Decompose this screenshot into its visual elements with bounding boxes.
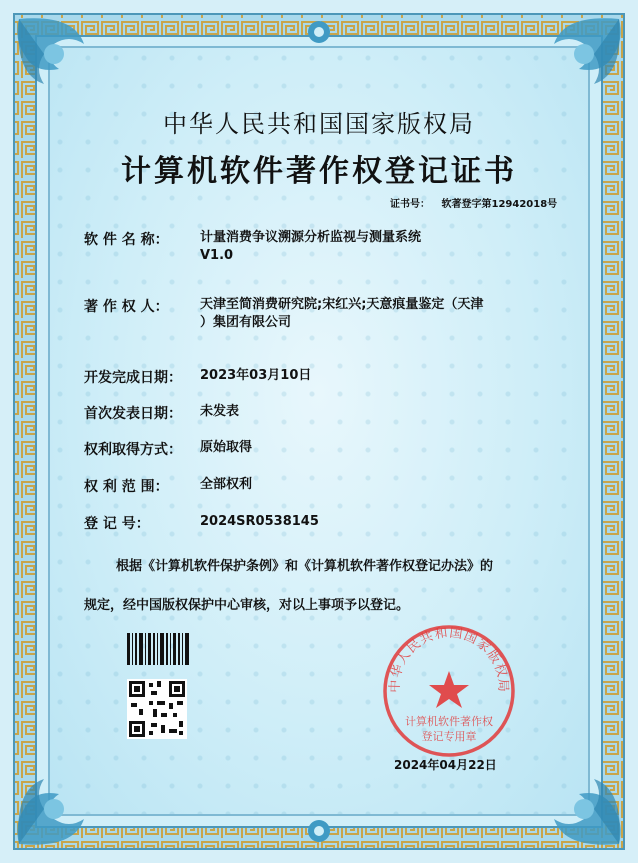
- field-value-registration-number: 2024SR0538145: [200, 514, 319, 529]
- barcode: [127, 633, 189, 665]
- issue-date: 2024年04月22日: [394, 758, 497, 772]
- seal-inner-text-1: 计算机软件著作权: [405, 715, 493, 728]
- holder-line-2: ）集团有限公司: [200, 315, 292, 330]
- field-value-copyright-holder: [200, 296, 483, 332]
- software-name-line-1: 计量消费争议溯源分析监视与测量系统: [200, 230, 422, 245]
- field-value-acquisition-method: 原始取得: [200, 440, 253, 455]
- official-seal: [381, 623, 517, 759]
- field-value-completion-date: 2023年03月10日: [200, 368, 312, 383]
- certificate-title: 计算机软件著作权登记证书: [121, 154, 517, 189]
- qr-code: [127, 679, 187, 739]
- corner-ornament-bottom-right: [524, 749, 624, 849]
- bottom-medallion: [299, 817, 339, 845]
- statement-line-1: 根据《计算机软件保护条例》和《计算机软件著作权登记办法》的: [116, 559, 494, 574]
- corner-ornament-bottom-left: [14, 749, 114, 849]
- field-label-acquisition-method: 权利取得方式：: [84, 442, 182, 458]
- field-label-registration-number: 登 记 号：: [84, 516, 150, 532]
- field-value-software-name: [200, 229, 421, 265]
- field-label-completion-date: 开发完成日期：: [84, 370, 182, 386]
- certificate-number: [390, 195, 557, 210]
- field-label-software-name: 软 件 名 称：: [84, 232, 169, 248]
- cert-no-value: 软著登字第12942018号: [441, 199, 558, 210]
- top-medallion: [299, 18, 339, 46]
- issuer-name: 中华人民共和国国家版权局: [163, 110, 475, 138]
- seal-outer-text: 中华人民共和国国家版权局: [387, 625, 511, 693]
- holder-line-1: 天津至简消费研究院;宋红兴;天意痕量鉴定（天津: [200, 297, 484, 312]
- field-value-first-publication: 未发表: [200, 404, 240, 419]
- corner-ornament-top-left: [14, 14, 114, 114]
- field-value-rights-scope: 全部权利: [200, 477, 253, 492]
- seal-inner-text-2: 登记专用章: [421, 730, 477, 743]
- field-label-first-publication: 首次发表日期：: [84, 406, 182, 422]
- corner-ornament-top-right: [524, 14, 624, 114]
- field-label-copyright-holder: 著 作 权 人：: [84, 299, 169, 315]
- statement-line-2: 规定，经中国版权保护中心审核，对以上事项予以登记。: [84, 598, 410, 613]
- cert-no-label: 证书号：: [390, 199, 430, 210]
- field-label-rights-scope: 权 利 范 围：: [84, 479, 169, 495]
- software-name-line-2: V1.0: [200, 248, 234, 263]
